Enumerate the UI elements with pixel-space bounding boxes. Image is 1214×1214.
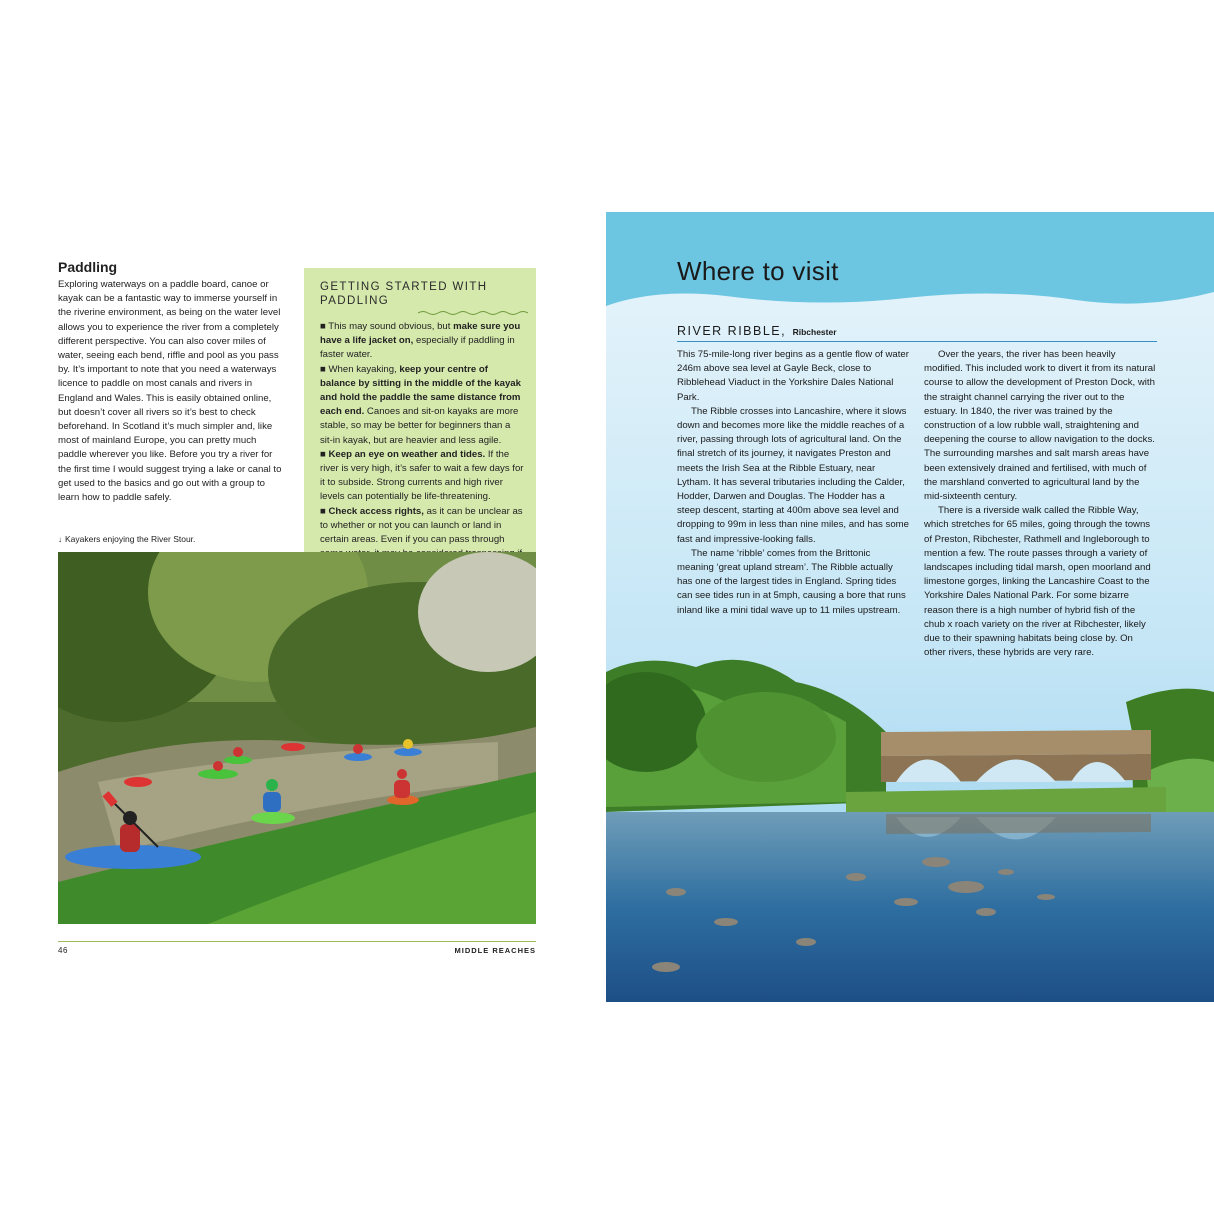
- text-column-left: [677, 348, 909, 618]
- paragraph: Over the years, the river has been heavily modified. This included work to divert it from its natural course to allow the development of Preston Dock, with the straight channel carrying the river out to the estuary. In 1840, the river was trained by the construction of a low rubble wall, straightening and deepening the course to allow navigation to the docks. The surrounding marshes and salt marsh areas have been extensively drained and fertilised, with much of the marshland converted to agricultural land by the mid-sixteenth century.: [924, 349, 1156, 503]
- left-page: [0, 0, 600, 1214]
- tip-bullet: ■: [320, 448, 326, 460]
- right-page: [606, 212, 1214, 1002]
- section-heading: Paddling: [58, 259, 118, 275]
- tip-text: especially if paddling in faster water.: [320, 335, 515, 361]
- wave-decoration-icon: [418, 310, 528, 316]
- tip-text: This may sound obvious, but: [325, 321, 454, 332]
- tip-text: When kayaking,: [325, 363, 400, 375]
- place-heading: [677, 322, 837, 340]
- footer-rule: [58, 941, 536, 942]
- paragraph: The name ‘ribble’ comes from the Brittonic meaning ‘great upland stream’. The Ribble actually has one of the largest tides in England. Spring tides can see tides run in at 5mph, causing a bore that runs inland like a mini tidal wave up to 11 miles upstream.: [677, 547, 906, 616]
- river-bridge-photo: [606, 642, 1214, 1002]
- tip-item: [320, 363, 524, 448]
- kayakers-photo: [58, 552, 536, 924]
- place-name: RIVER RIBBLE,: [677, 324, 787, 338]
- body-text: Exploring waterways on a paddle board, canoe or kayak can be a fantastic way to immerse yourself in the riverine environment, as being on the water level allows you to experience the river from a completely different perspective. You can also cover miles of water, seeing each bend, riffle and pool as you pass by. It’s important to note that you need a waterways licence to paddle on most canals and rivers in England and Wales. This is easily obtained online, but doesn’t cover all rivers so it’s best to check beforehand. In Scotland it’s much simpler and, like most of mainland Europe, you can pretty much paddle wherever you like. Before you try a river for the first time I would suggest trying a lake or canal to get used to the basics and go out with a group to learn how to paddle safely.: [58, 279, 282, 504]
- place-subtitle: Ribchester: [792, 327, 837, 337]
- page-number: 46: [58, 946, 68, 955]
- paragraph: This 75-mile-long river begins as a gentle flow of water 246m above sea level at Gayle Beck, close to Ribblehead Viaduct in the Yorkshire Dales National Park.: [677, 349, 909, 403]
- tip-item: [320, 320, 524, 363]
- running-head: MIDDLE REACHES: [454, 946, 536, 955]
- paragraph: The Ribble crosses into Lancashire, where it slows down and becomes more like the middle reaches of a river, passing through lots of agricultural land. On the final stretch of its journey, it navigates Preston and meets the Irish Sea at the Ribble Estuary, near Lytham. It has several tributaries including the Calder, Hodder, Darwen and Douglas. The Hodder has a steep descent, starting at 400m above sea level and dropping to 99m in less than nine miles, and has some fast and impressive-looking falls.: [677, 405, 909, 545]
- tip-item: [320, 448, 524, 505]
- tip-text: If the river is very high, it’s safer to wait a few days for it to subside. Strong currents and high river levels can potentially be life-threatening.: [320, 448, 524, 503]
- arrow-down-icon: ↓: [58, 535, 62, 544]
- tip-bullet: ■: [320, 321, 326, 332]
- tip-bullet: ■: [320, 505, 326, 517]
- tip-emphasis: Check access rights,: [328, 505, 424, 517]
- photo-caption: [58, 534, 195, 544]
- tip-bullet: ■: [320, 363, 326, 375]
- tip-emphasis: keep your centre of balance by sitting in the middle of the kayak and hold the paddle the same distance from each end.: [320, 363, 521, 418]
- tip-emphasis: make sure you have a life jacket on,: [320, 321, 521, 347]
- caption-text: Kayakers enjoying the River Stour.: [65, 534, 196, 544]
- tip-text: Canoes and sit-on kayaks are more stable, so may be better for beginners than a sit-in kayak, but are heavier and less agile.: [320, 406, 519, 446]
- paragraph: There is a riverside walk called the Ribble Way, which stretches for 65 miles, going through the towns of Preston, Ribchester, Rathmell and Ingleborough to mention a few. The route passes through a variety of landscapes including tidal marsh, open moorland and limestone gorges, linking the Lancashire Coast to the Yorkshire Dales National Park. For some bizarre reason there is a high number of hybrid fish of the chub x roach variety on the river at Ribchester, likely due to their spawning habitats being close by. On other rivers, these hybrids are very rare.: [924, 505, 1151, 659]
- heading-rule: [677, 341, 1157, 342]
- tips-title: GETTING STARTED WITH PADDLING: [320, 281, 488, 307]
- tip-emphasis: Keep an eye on weather and tides.: [328, 448, 486, 460]
- tip-text: as it can be unclear as to whether or not you can launch or land in certain areas. Even if you can pass through: [320, 505, 523, 546]
- page-title: Where to visit: [677, 256, 839, 286]
- text-column-right: [924, 348, 1156, 660]
